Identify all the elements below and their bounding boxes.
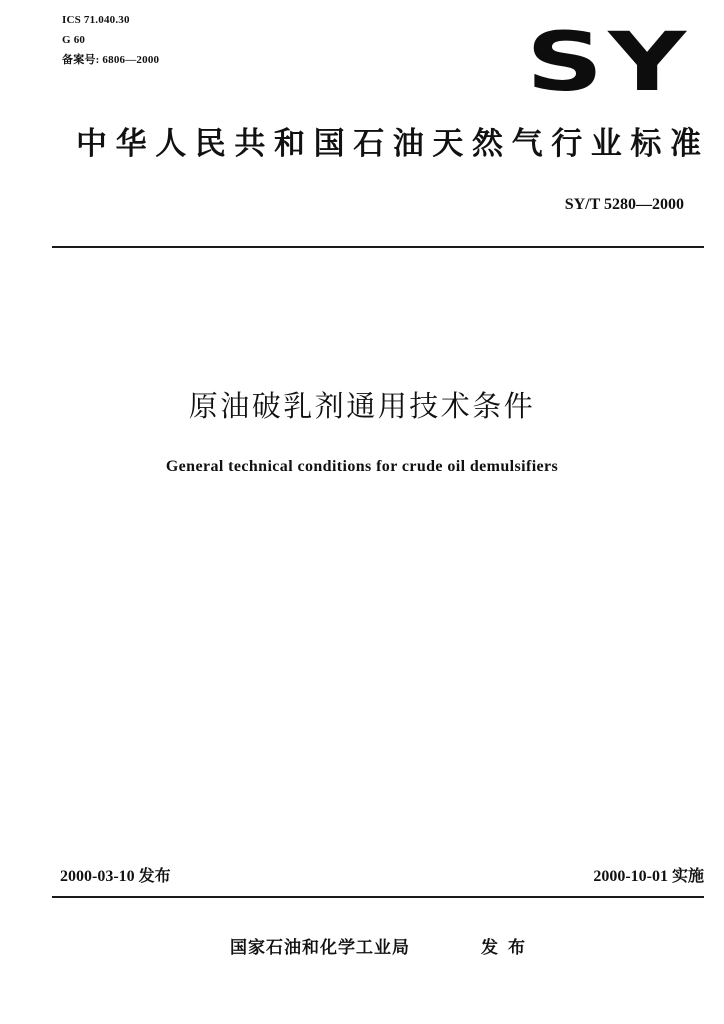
bottom-divider — [52, 896, 704, 898]
classification-code: G 60 — [62, 34, 86, 46]
document-title-chinese: 原油破乳剂通用技术条件 — [188, 389, 536, 423]
document-title-english: General technical conditions for crude oil demulsifiers — [165, 458, 559, 475]
standard-title: 中华人民共和国石油天然气行业标准 — [76, 126, 710, 162]
top-divider — [52, 246, 704, 248]
document-metadata — [62, 10, 159, 70]
filing-number: 备案号: 6806—2000 — [62, 54, 160, 66]
standard-number: SY/T 5280—2000 — [564, 196, 684, 213]
sy-logo: SY — [526, 14, 691, 110]
publisher-name: 国家石油和化学工业局 — [230, 938, 410, 958]
publish-label: 发布 — [481, 938, 535, 958]
ics-code: ICS 71.040.30 — [62, 14, 130, 26]
issue-date: 2000-03-10 发布 — [60, 868, 171, 885]
implementation-date: 2000-10-01 实施 — [593, 868, 704, 885]
